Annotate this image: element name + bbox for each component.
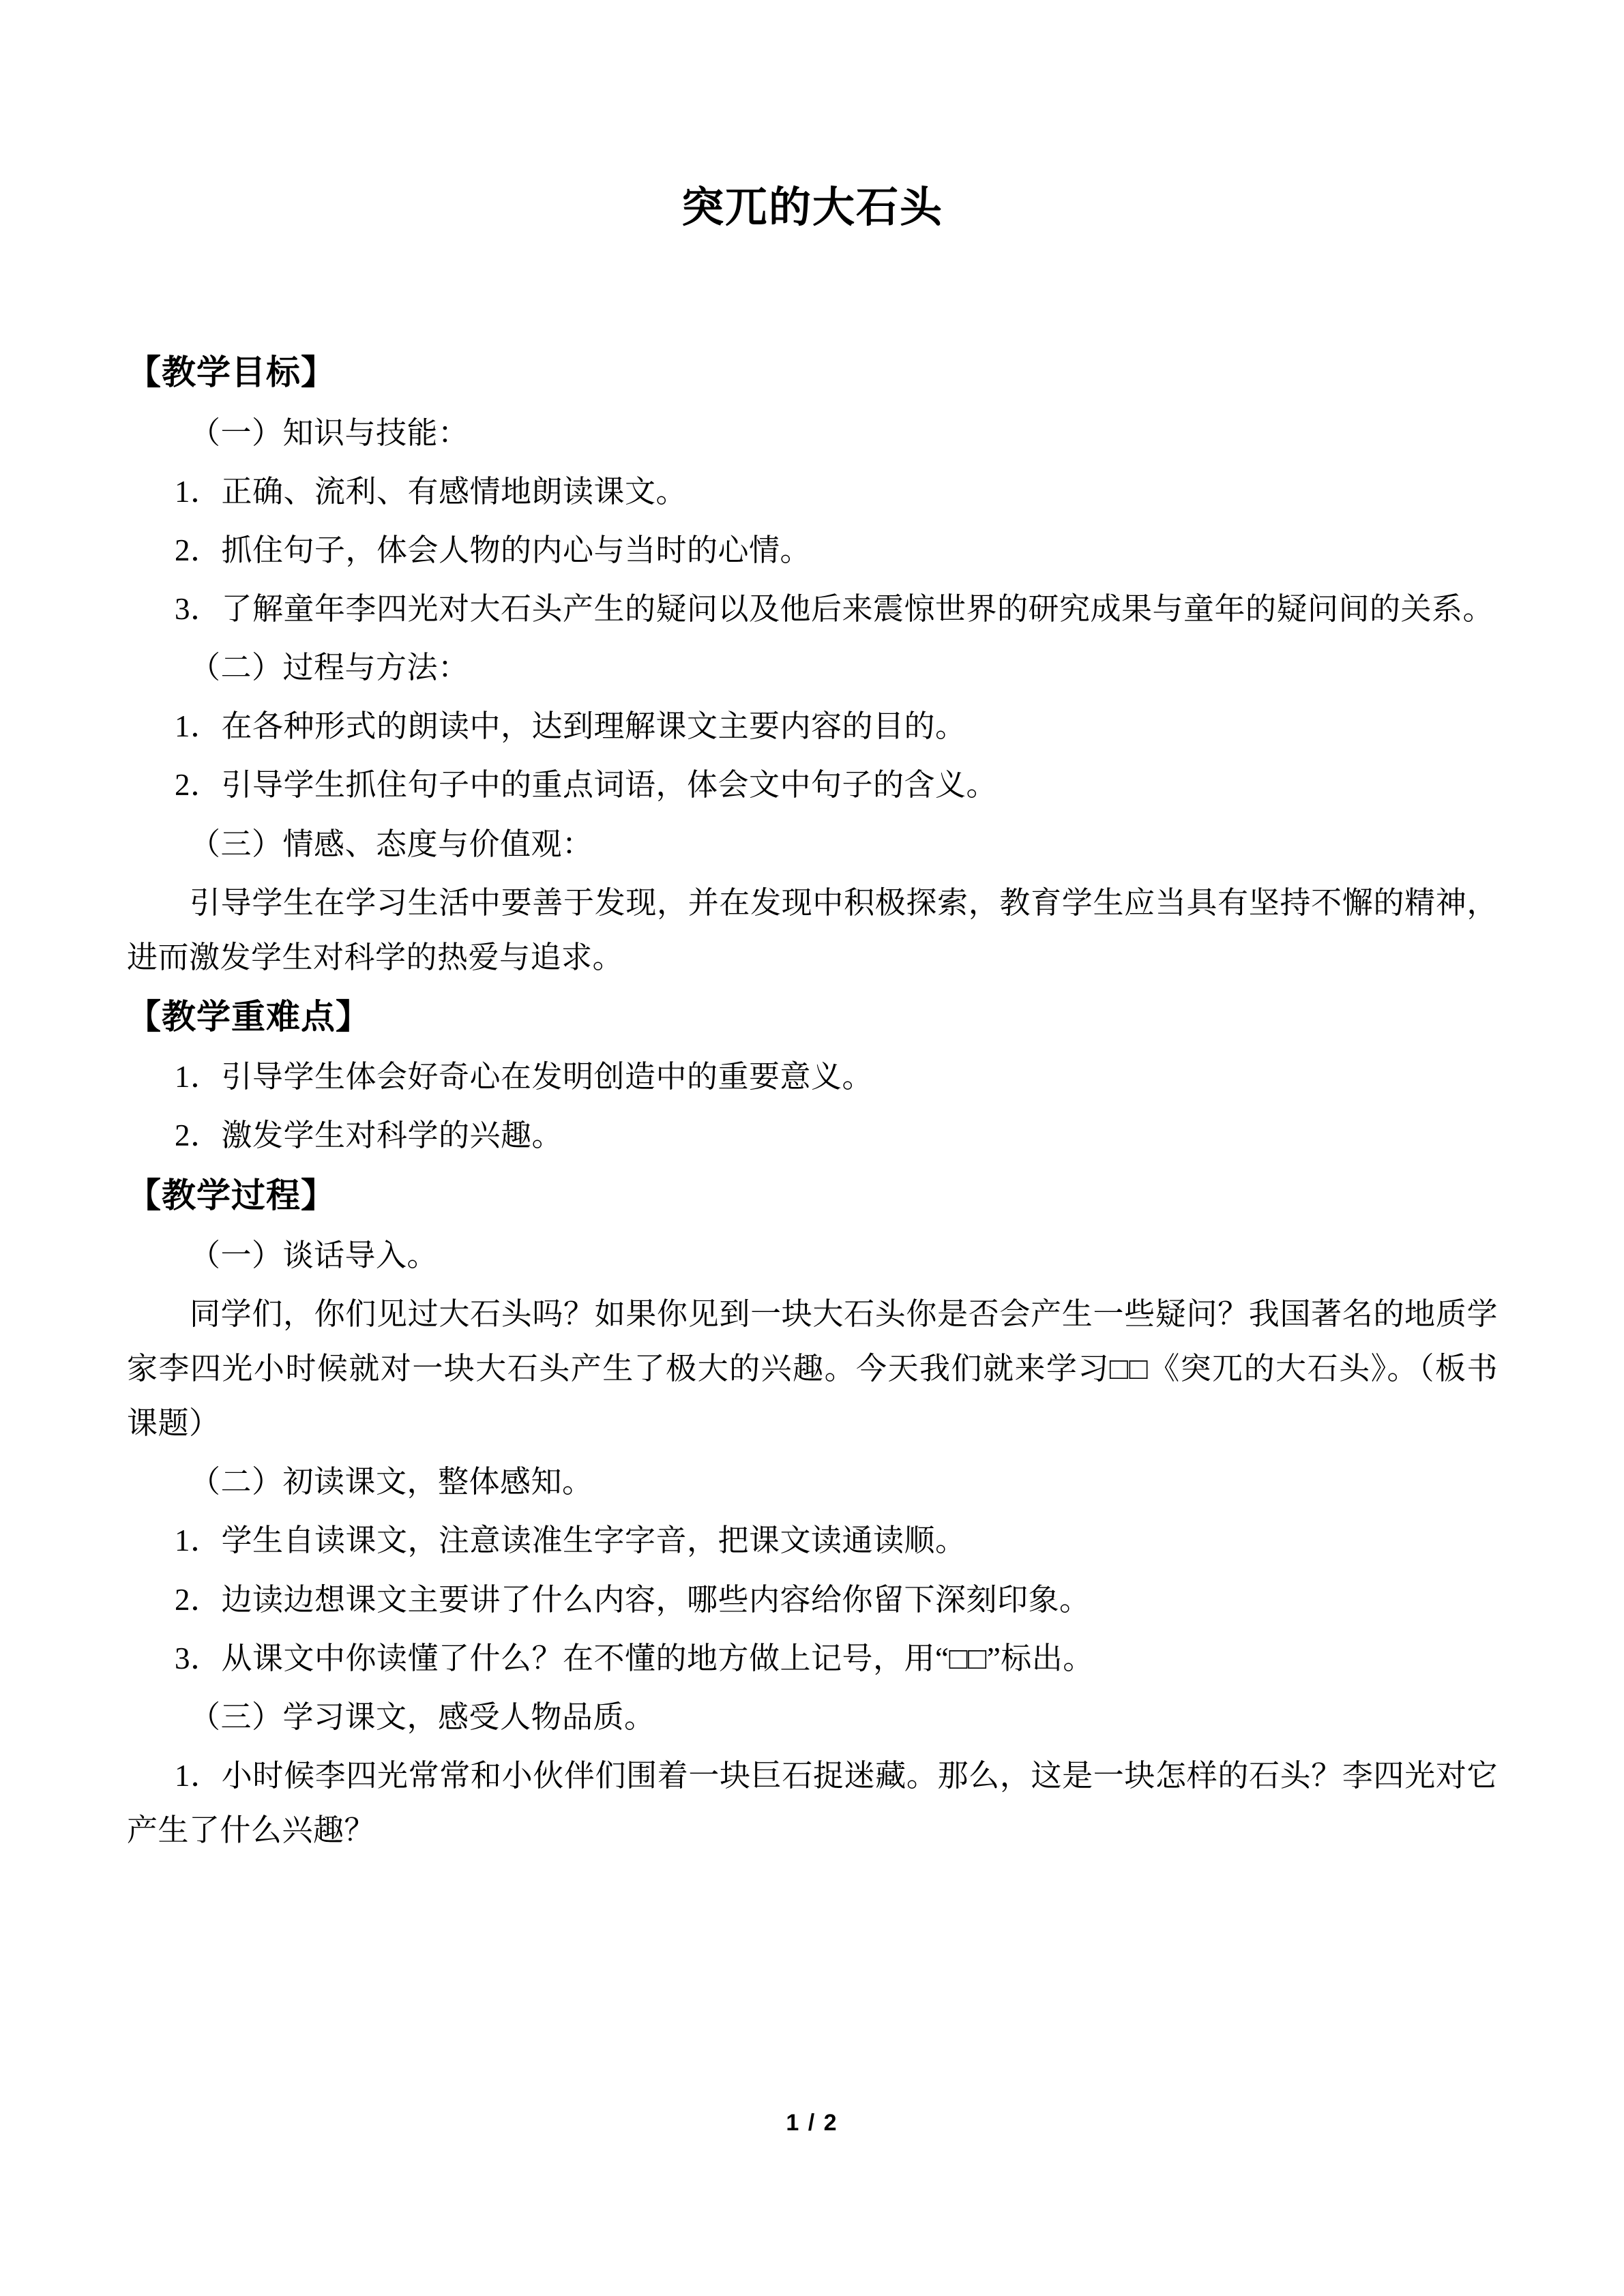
title-spacer [127,233,1498,342]
process-item-2-2: 2．边读边想课文主要讲了什么内容，哪些内容给你留下深刻印象。 [175,1582,1091,1617]
difficulty-item-2: 2．激发学生对科学的兴趣。 [175,1118,563,1153]
section-heading-key-difficulties: 【教学重难点】 [127,997,370,1036]
process-item-2-3: 3．从课文中你读懂了什么？在不懂的地方做上记号，用“□□”标出。 [175,1641,1094,1675]
objective-item-1-2: 2．抓住句子，体会人物的内心与当时的心情。 [175,533,812,568]
objective-group-label-1: （一）知识与技能： [190,415,469,450]
page-number: 1 / 2 [786,2110,838,2136]
process-paragraph-intro: 同学们，你们见过大石头吗？如果你见到一块大石头你是否会产生一些疑问？我国著名的地质学家李四光小时候就对一块大石头产生了极大的兴趣。今天我们就来学习□□《突兀的大石头》。（板书课题） [127,1297,1498,1441]
process-group-label-1: （一）谈话导入。 [190,1238,439,1273]
difficulty-item-1: 1．引导学生体会好奇心在发明创造中的重要意义。 [175,1060,874,1094]
document-body [127,0,1498,1860]
objective-group-label-3: （三）情感、态度与价值观： [190,826,593,861]
objective-paragraph-3: 引导学生在学习生活中要善于发现，并在发现中积极探索，教育学生应当具有坚持不懈的精神，进而激发学生对科学的热爱与追求。 [127,885,1498,974]
section-heading-teaching-process: 【教学过程】 [127,1176,336,1214]
process-item-3-1: 1．小时候李四光常常和小伙伴们围着一块巨石捉迷藏。那么，这是一块怎样的石头？李四光对它产生了什么兴趣？ [127,1758,1498,1847]
objective-item-2-1: 1．在各种形式的朗读中，达到理解课文主要内容的目的。 [175,709,966,744]
page-title: 突兀的大石头 [681,184,943,231]
objective-item-2-2: 2．引导学生抓住句子中的重点词语，体会文中句子的含义。 [175,768,998,803]
section-heading-teaching-objectives: 【教学目标】 [127,353,336,392]
process-item-2-1: 1．学生自读课文，注意读准生字字音，把课文读通读顺。 [175,1523,966,1558]
objective-group-label-2: （二）过程与方法： [190,651,469,685]
process-group-label-3: （三）学习课文，感受人物品质。 [190,1699,655,1734]
process-group-label-2: （二）初读课文，整体感知。 [190,1465,593,1500]
objective-item-1-3: 3．了解童年李四光对大石头产生的疑问以及他后来震惊世界的研究成果与童年的疑问间的关系。 [175,592,1494,627]
objective-item-1-1: 1．正确、流利、有感情地朗读课文。 [175,474,688,509]
